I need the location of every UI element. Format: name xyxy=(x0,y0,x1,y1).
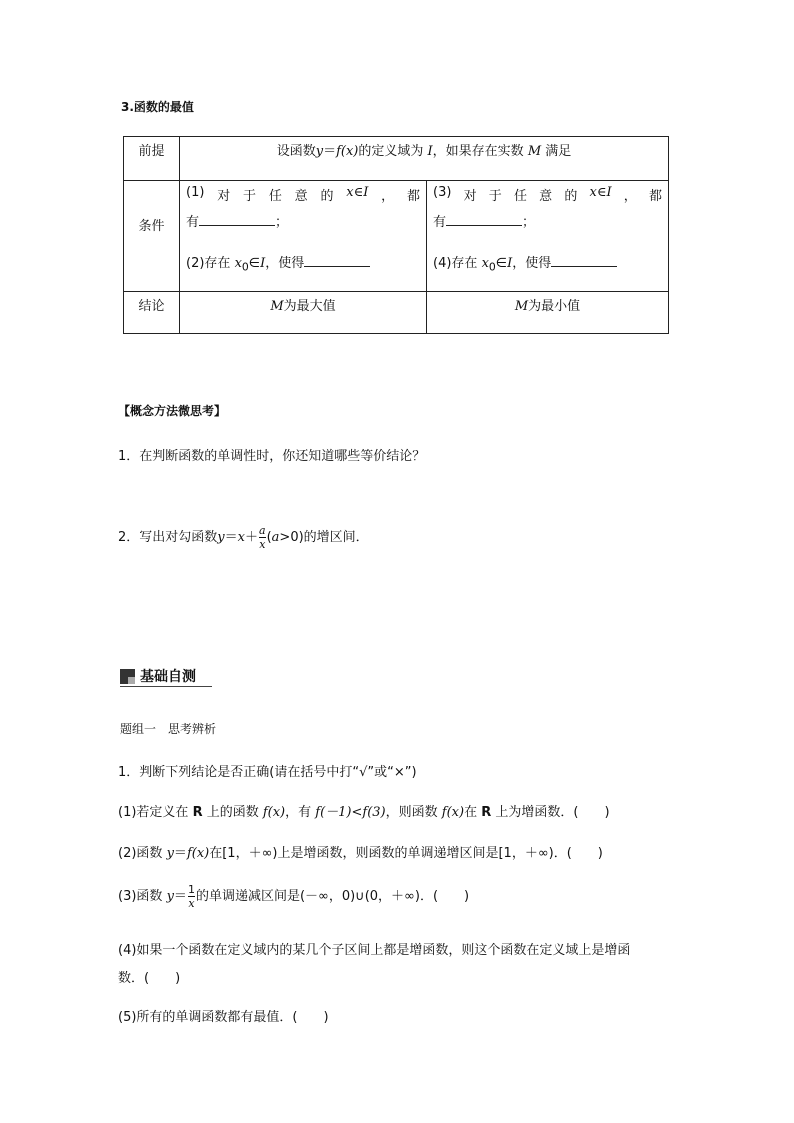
var: y xyxy=(166,846,174,861)
word: 有 xyxy=(186,215,200,230)
answer-blank[interactable] xyxy=(446,213,522,226)
word: 的 xyxy=(564,189,578,204)
statement-1 xyxy=(118,801,610,820)
word: 对 xyxy=(217,189,231,204)
word: (4)存在 xyxy=(433,256,482,271)
max-min-table xyxy=(123,136,669,334)
premise-text: 设函数 xyxy=(276,144,316,159)
cond-min-line3 xyxy=(433,252,617,274)
var: M xyxy=(270,299,284,314)
bold-R: R xyxy=(192,805,203,820)
premise-var: M xyxy=(527,144,542,159)
conclusion-max-cell xyxy=(180,292,427,334)
premise-text: 的定义域为 xyxy=(358,144,424,159)
word: 意 xyxy=(294,189,308,204)
concept-heading: 【概念方法微思考】 xyxy=(118,404,227,418)
s-text: ，则函数 xyxy=(385,805,442,820)
s-text: 在 xyxy=(464,805,482,820)
numerator: 1 xyxy=(187,883,195,896)
fx: f(x) xyxy=(186,846,210,861)
conclusion-min-cell xyxy=(427,292,669,334)
s-text: 在[1，＋∞)上是增函数，则函数的单调递增区间是[1，＋∞)．( ) xyxy=(209,846,603,861)
word: x∈I xyxy=(346,185,369,200)
premise-cell xyxy=(180,137,669,181)
word: (1) xyxy=(186,185,205,200)
fx: f(x) xyxy=(262,805,286,820)
var: I xyxy=(260,256,266,271)
word: ，使得 xyxy=(265,256,305,271)
condition-max-cell xyxy=(180,181,427,292)
conclusion-label-cell xyxy=(124,292,180,334)
numerator: a xyxy=(259,524,266,537)
square-bullet-icon xyxy=(120,669,135,684)
answer-blank[interactable] xyxy=(304,254,370,267)
var: a xyxy=(271,530,280,545)
var: y xyxy=(217,530,225,545)
premise-text: ，如果存在实数 xyxy=(432,144,524,159)
word: ； xyxy=(275,215,289,230)
word: 于 xyxy=(243,189,257,204)
cond-max-line2 xyxy=(186,211,288,230)
conclusion-text: 为最小值 xyxy=(528,299,581,314)
word: ∈ xyxy=(248,256,261,271)
cond-min-line1 xyxy=(433,185,662,204)
word: ， xyxy=(623,189,637,204)
group-title: 题组一 思考辨析 xyxy=(120,722,217,736)
word: 都 xyxy=(648,189,662,204)
var: I xyxy=(507,256,513,271)
answer-blank[interactable] xyxy=(551,254,617,267)
cond-max-line1 xyxy=(186,185,420,204)
premise-fx: f(x) xyxy=(336,144,359,159)
banner-title: 基础自测 xyxy=(140,669,196,685)
var: x xyxy=(234,256,242,271)
statement-5: (5)所有的单调函数都有最值．( ) xyxy=(118,1010,329,1025)
fraction xyxy=(188,884,195,909)
word: 于 xyxy=(488,189,502,204)
statement-4-line2: 数．( ) xyxy=(118,971,181,986)
premise-eq: ＝ xyxy=(323,144,337,159)
subscript: 0 xyxy=(488,260,496,274)
s-text: 上的函数 xyxy=(202,805,263,820)
statement-4-line1: (4)如果一个函数在定义域内的某几个子区间上都是增函数，则这个函数在定义域上是增函 xyxy=(118,943,631,958)
eq: ＝ xyxy=(173,846,187,861)
word: 对 xyxy=(463,189,477,204)
conclusion-row xyxy=(124,292,669,334)
fraction xyxy=(259,525,266,550)
premise-var: y xyxy=(315,144,324,159)
s-text: ，有 xyxy=(285,805,316,820)
s-text: 的单调递减区间是(－∞，0)∪(0，＋∞)．( ) xyxy=(195,889,470,904)
var: x xyxy=(481,256,489,271)
word: (3) xyxy=(433,185,452,200)
eq: ＝ xyxy=(224,530,238,545)
premise-text: 满足 xyxy=(545,144,572,159)
answer-blank[interactable] xyxy=(199,213,275,226)
premise-label-cell xyxy=(124,137,180,181)
word: ； xyxy=(522,215,536,230)
section-title: 3.函数的最值 xyxy=(121,100,194,114)
word: 任 xyxy=(268,189,282,204)
subscript: 0 xyxy=(241,260,249,274)
fx: f(x) xyxy=(441,805,465,820)
var: x xyxy=(237,530,245,545)
bold-R: R xyxy=(481,805,492,820)
word: x∈I xyxy=(589,185,612,200)
word: 的 xyxy=(320,189,334,204)
question-1: 1．在判断函数的单调性时，你还知道哪些等价结论？ xyxy=(118,449,426,464)
conclusion-label: 结论 xyxy=(138,299,165,314)
word: ，使得 xyxy=(512,256,552,271)
var: y xyxy=(166,889,174,904)
denominator: x xyxy=(259,538,266,551)
cond-min-line2 xyxy=(433,211,535,230)
denominator: x xyxy=(188,897,195,910)
s-text: (3)函数 xyxy=(118,889,167,904)
section-banner xyxy=(120,666,196,686)
word: ∈ xyxy=(495,256,508,271)
condition-row xyxy=(124,181,669,292)
word: 任 xyxy=(513,189,527,204)
premise-row xyxy=(124,137,669,181)
word: ， xyxy=(381,189,395,204)
banner-underline xyxy=(120,686,212,687)
fx: f(－1)<f(3) xyxy=(315,805,386,820)
s-text: 上为增函数．( ) xyxy=(491,805,610,820)
word: 意 xyxy=(539,189,553,204)
judge-intro: 1．判断下列结论是否正确(请在括号中打“√”或“×”) xyxy=(118,765,417,780)
q2-text: ( xyxy=(266,530,272,545)
word: (2)存在 xyxy=(186,256,235,271)
question-2 xyxy=(118,525,369,550)
s-text: (2)函数 xyxy=(118,846,167,861)
premise-var: I xyxy=(427,144,433,159)
eq: ＝ xyxy=(173,889,187,904)
q2-text: 2．写出对勾函数 xyxy=(118,530,218,545)
statement-2 xyxy=(118,842,603,861)
condition-label-cell xyxy=(124,181,180,292)
s-text: (1)若定义在 xyxy=(118,805,193,820)
q2-text: >0)的增区间． xyxy=(279,530,369,545)
plus: ＋ xyxy=(245,530,259,545)
condition-min-cell xyxy=(427,181,669,292)
condition-label: 条件 xyxy=(138,219,165,234)
statement-3 xyxy=(118,884,469,909)
var: M xyxy=(514,299,529,314)
conclusion-text: 为最大值 xyxy=(283,299,336,314)
word: 有 xyxy=(433,215,447,230)
premise-label: 前提 xyxy=(138,144,165,159)
cond-max-line3 xyxy=(186,252,370,274)
word: 都 xyxy=(406,189,420,204)
